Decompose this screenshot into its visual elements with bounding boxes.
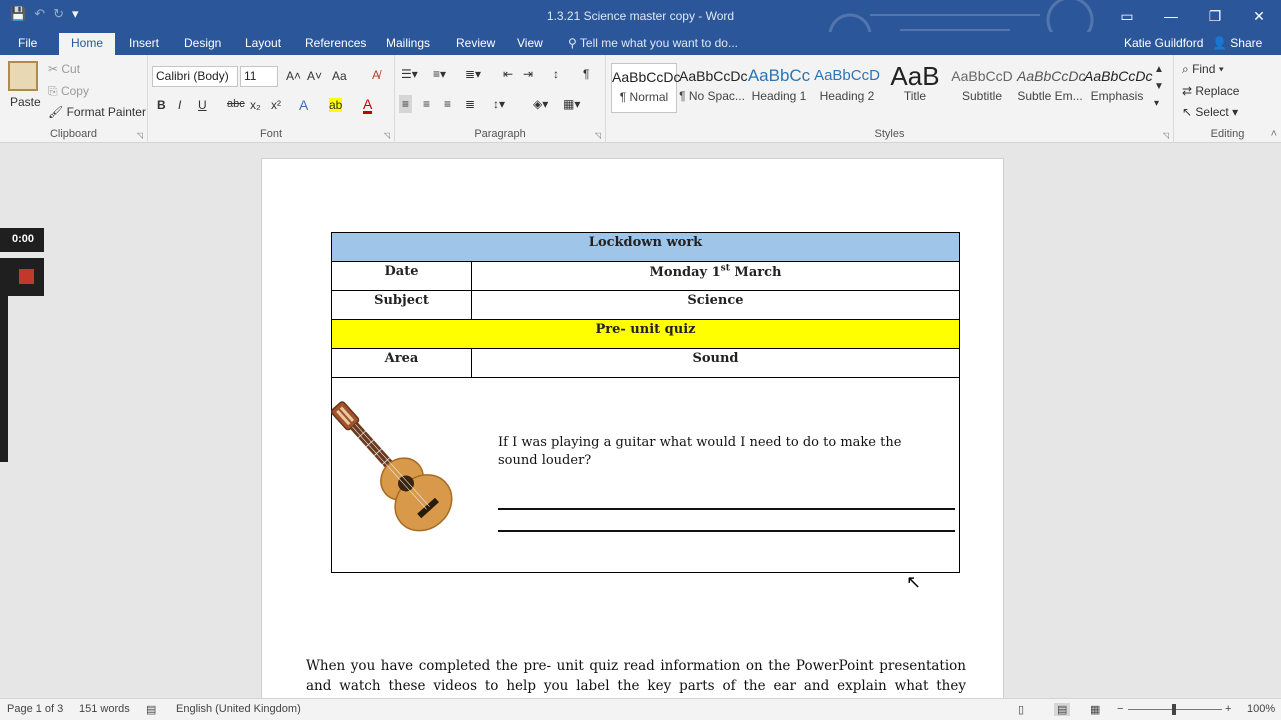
- minimize-button[interactable]: —: [1164, 8, 1178, 24]
- tab-insert[interactable]: Insert: [129, 36, 160, 50]
- recorder-stop-button[interactable]: [0, 258, 44, 296]
- text-effects-button[interactable]: A: [299, 97, 309, 113]
- ribbon-display-icon[interactable]: ▭: [1120, 7, 1134, 24]
- style-name: Heading 2: [819, 89, 875, 103]
- quiz-banner: Pre- unit quiz: [595, 322, 696, 337]
- decrease-indent-icon[interactable]: ⇤: [503, 67, 514, 81]
- cut-button[interactable]: [48, 62, 80, 76]
- user-name[interactable]: Katie Guildford: [1124, 36, 1204, 50]
- scissors-icon: ✂: [48, 62, 62, 76]
- select-label: Select: [1195, 105, 1229, 119]
- font-group: [148, 55, 395, 143]
- collapse-ribbon-icon[interactable]: ˄: [1270, 128, 1277, 140]
- guitar-image[interactable]: [342, 379, 492, 534]
- style-name: Title: [903, 89, 927, 103]
- cut-label: Cut: [61, 62, 81, 76]
- instruction-paragraph: When you have completed the pre- unit quiz read information on the PowerPoint presentation and watch these videos to help you label the key parts of the ear and explain what they: [306, 658, 966, 694]
- table-header-cell[interactable]: [332, 233, 960, 262]
- person-icon: 👤: [1212, 36, 1231, 50]
- line-spacing-icon[interactable]: ↕▾: [493, 97, 506, 111]
- tell-me-search[interactable]: [568, 36, 738, 50]
- restore-button[interactable]: ❐: [1208, 7, 1222, 24]
- ribbon: [0, 55, 1281, 143]
- undo-icon[interactable]: ↶: [34, 6, 46, 21]
- font-name-box[interactable]: Calibri (Body): [152, 66, 238, 87]
- style-name: Emphasis: [1090, 89, 1144, 103]
- bullets-icon[interactable]: ☰▾: [401, 67, 418, 81]
- format-painter-button[interactable]: [48, 105, 146, 119]
- italic-button[interactable]: I: [178, 98, 182, 112]
- save-icon[interactable]: 💾: [10, 6, 27, 21]
- replace-button[interactable]: [1182, 84, 1239, 98]
- clear-formatting-button[interactable]: A̸: [372, 68, 381, 82]
- share-button[interactable]: [1212, 36, 1262, 50]
- tab-view[interactable]: View: [517, 36, 543, 50]
- read-mode-icon[interactable]: ▯: [1018, 704, 1025, 716]
- area-value-cell[interactable]: [472, 349, 960, 378]
- style-normal[interactable]: [611, 63, 681, 113]
- borders-icon[interactable]: ▦▾: [563, 97, 581, 111]
- format-painter-label: Format Painter: [66, 105, 146, 119]
- shading-icon[interactable]: ◈▾: [533, 97, 549, 111]
- customize-qat-icon[interactable]: ▾: [72, 6, 79, 21]
- paste-button[interactable]: Paste: [10, 95, 41, 109]
- zoom-level[interactable]: 100%: [1247, 703, 1276, 715]
- find-button[interactable]: ⌕ Find ▾: [1182, 62, 1224, 76]
- font-color-button[interactable]: A: [363, 96, 373, 112]
- print-layout-icon[interactable]: ▤: [1054, 703, 1070, 716]
- replace-icon: ⇄: [1182, 84, 1196, 98]
- date-value-cell[interactable]: [472, 262, 960, 291]
- increase-indent-icon[interactable]: ⇥: [523, 67, 534, 81]
- show-formatting-button[interactable]: ¶: [583, 67, 590, 81]
- style-preview: AaBbCcD: [951, 68, 1013, 84]
- tab-file[interactable]: File: [18, 36, 38, 50]
- align-center-icon[interactable]: ≡: [423, 97, 431, 111]
- language[interactable]: English (United Kingdom): [176, 703, 301, 715]
- style-name: Heading 1: [751, 89, 807, 103]
- date-month: March: [729, 265, 782, 281]
- select-button[interactable]: ↖ Select ▾: [1182, 105, 1239, 119]
- answer-line-1: [498, 508, 955, 510]
- paragraph-dialog-launcher-icon[interactable]: ◹: [594, 131, 601, 140]
- status-bar: [0, 698, 1281, 720]
- window-title: 1.3.21 Science master copy - Word: [546, 9, 735, 23]
- paste-icon[interactable]: [8, 61, 38, 91]
- styles-group-label: Styles: [874, 128, 905, 140]
- style-preview: AaBbCcDc: [612, 69, 681, 85]
- superscript-button[interactable]: x²: [271, 98, 281, 112]
- style-name: ¶ Normal: [619, 90, 669, 104]
- font-group-label: Font: [259, 128, 282, 140]
- style-preview: AaBbCcD: [814, 67, 880, 84]
- tab-design[interactable]: Design: [184, 36, 222, 50]
- document-page[interactable]: [261, 158, 1004, 718]
- underline-button[interactable]: U: [198, 98, 207, 112]
- style-no-spacing[interactable]: [679, 63, 748, 113]
- style-preview: AaB: [890, 61, 940, 91]
- document-area[interactable]: [0, 143, 1281, 698]
- style-subtle-emphasis[interactable]: [1017, 63, 1086, 113]
- zoom-out-button[interactable]: −: [1117, 703, 1124, 715]
- style-preview: AaBbCc: [747, 66, 811, 85]
- multilevel-list-icon[interactable]: ≣▾: [465, 67, 482, 81]
- date-label: Date: [384, 264, 419, 279]
- copy-button[interactable]: [48, 84, 89, 99]
- find-label: Find: [1192, 62, 1216, 76]
- page-count[interactable]: Page 1 of 3: [7, 703, 64, 715]
- stop-icon: [19, 269, 34, 284]
- close-button[interactable]: ✕: [1253, 7, 1265, 24]
- style-emphasis[interactable]: [1084, 63, 1153, 113]
- date-ordinal: st: [720, 264, 730, 274]
- styles-dialog-launcher-icon[interactable]: ◹: [1162, 131, 1169, 140]
- replace-label: Replace: [1195, 84, 1240, 98]
- change-case-button[interactable]: Aa: [332, 69, 347, 83]
- font-dialog-launcher-icon[interactable]: ◹: [383, 131, 390, 140]
- dialog-launcher-icon[interactable]: ◹: [136, 131, 143, 140]
- find-icon: ⌕: [1182, 62, 1193, 76]
- style-name: ¶ No Spac...: [679, 89, 745, 103]
- paragraph-group: [395, 55, 606, 143]
- copy-label: Copy: [60, 84, 89, 98]
- subject-label-cell[interactable]: [332, 291, 472, 320]
- style-heading-2[interactable]: [814, 63, 880, 113]
- justify-icon[interactable]: ≣: [465, 97, 476, 111]
- date-main: Monday 1: [649, 265, 721, 281]
- highlight-button[interactable]: ab: [329, 98, 343, 112]
- tab-home[interactable]: Home: [59, 33, 115, 55]
- proofing-icon[interactable]: ▤: [146, 704, 157, 716]
- font-size-box[interactable]: 11: [240, 66, 278, 87]
- web-layout-icon[interactable]: ▦: [1090, 704, 1101, 716]
- style-subtitle[interactable]: [949, 63, 1015, 113]
- numbering-icon[interactable]: ≡▾: [433, 67, 447, 81]
- subject-value: Science: [687, 293, 744, 308]
- word-count[interactable]: 151 words: [79, 703, 130, 715]
- zoom-slider-thumb[interactable]: [1172, 704, 1176, 715]
- strikethrough-button[interactable]: abc: [227, 98, 245, 110]
- recorder-timer: 0:00: [0, 228, 44, 252]
- redo-icon[interactable]: ↻: [53, 6, 64, 21]
- subscript-button[interactable]: x₂: [250, 98, 261, 112]
- clipboard-group-label: Clipboard: [49, 128, 98, 140]
- bold-button[interactable]: B: [157, 98, 166, 112]
- tell-me-label: Tell me what you want to do...: [579, 36, 738, 50]
- area-label-cell[interactable]: [332, 349, 472, 378]
- tab-layout[interactable]: Layout: [245, 36, 282, 50]
- mouse-cursor-icon: ↖: [906, 572, 922, 592]
- subject-value-cell[interactable]: [472, 291, 960, 320]
- lightbulb-icon: ⚲: [568, 36, 580, 50]
- brush-icon: 🖌: [48, 105, 67, 119]
- style-name: Subtitle: [961, 89, 1003, 103]
- sort-icon[interactable]: ↕: [553, 67, 559, 81]
- subject-label: Subject: [374, 293, 429, 308]
- style-preview: AaBbCcDc: [1017, 68, 1086, 84]
- tab-references[interactable]: References: [305, 36, 367, 50]
- date-value: [650, 265, 782, 280]
- answer-line-2: [498, 530, 955, 532]
- share-label: Share: [1230, 36, 1263, 50]
- clipboard-group: [0, 55, 148, 143]
- area-label: Area: [384, 351, 419, 366]
- title-bar: [0, 0, 1281, 32]
- style-preview: AaBbCcDc: [679, 68, 748, 84]
- style-name: Subtle Em...: [1017, 89, 1083, 103]
- date-label-cell[interactable]: [332, 262, 472, 291]
- copy-icon: ⎘: [48, 84, 61, 98]
- tab-mailings[interactable]: Mailings: [386, 36, 431, 50]
- styles-scroll-icon[interactable]: ▲ ▼ ▾: [1154, 64, 1164, 109]
- cursor-icon: ↖: [1182, 105, 1196, 119]
- align-left-icon[interactable]: ≡: [399, 95, 412, 113]
- table-header: Lockdown work: [588, 235, 703, 250]
- styles-group: [606, 55, 1174, 143]
- zoom-in-button[interactable]: +: [1225, 703, 1232, 715]
- quiz-banner-cell[interactable]: [332, 320, 960, 349]
- editing-group-label: Editing: [1210, 128, 1245, 140]
- tab-review[interactable]: Review: [456, 36, 496, 50]
- area-value: Sound: [692, 351, 739, 366]
- ribbon-tabs: [0, 32, 1281, 55]
- paragraph-group-label: Paragraph: [474, 128, 526, 140]
- style-heading-1[interactable]: [746, 63, 812, 113]
- grow-font-button[interactable]: A˄: [286, 69, 302, 83]
- question-text: If I was playing a guitar what would I need to do to make the sound louder?: [498, 435, 902, 468]
- style-title[interactable]: [882, 63, 948, 113]
- style-preview: AaBbCcDc: [1084, 68, 1153, 84]
- shrink-font-button[interactable]: A˅: [307, 69, 323, 83]
- editing-group: [1174, 55, 1281, 143]
- align-right-icon[interactable]: ≡: [444, 97, 452, 111]
